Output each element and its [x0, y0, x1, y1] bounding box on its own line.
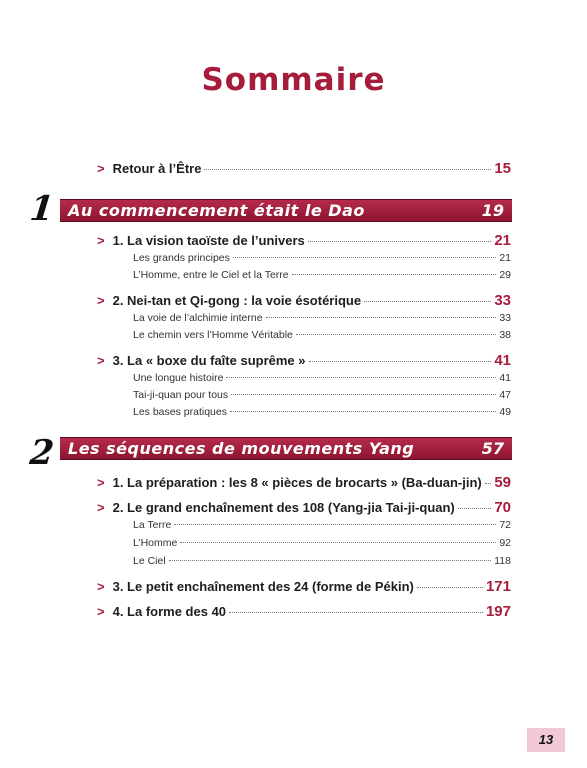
arrow-icon: > — [97, 233, 105, 248]
toc-subentry-page: 72 — [499, 519, 511, 531]
toc-entry-page: 59 — [494, 474, 511, 491]
leader-dots — [231, 394, 496, 395]
arrow-icon: > — [97, 579, 105, 594]
chapter-title: Au commencement était le Dao — [68, 201, 365, 220]
toc-subentry-page: 38 — [499, 329, 511, 341]
toc-subentry[interactable] — [133, 519, 511, 531]
toc-entry[interactable] — [97, 232, 511, 249]
leader-dots — [309, 361, 492, 362]
toc-subentry[interactable] — [133, 252, 511, 264]
toc-subentry[interactable] — [133, 269, 511, 281]
chapter-title: Les séquences de mouvements Yang — [68, 439, 415, 458]
toc-entry-label: 1. La préparation : les 8 « pièces de brocarts » (Ba-duan-jin) — [112, 475, 482, 490]
chapter-banner[interactable] — [60, 437, 512, 460]
toc-subentry[interactable] — [133, 329, 511, 341]
leader-dots — [226, 377, 496, 378]
leader-dots — [204, 169, 491, 170]
toc-entry-label: 3. La « boxe du faîte suprême » — [112, 353, 306, 368]
leader-dots — [180, 542, 496, 543]
leader-dots — [233, 257, 496, 258]
chapter-banner[interactable] — [60, 199, 512, 222]
toc-entry[interactable] — [97, 578, 511, 595]
leader-dots — [458, 508, 492, 509]
toc-subentry-label: Tai-ji-quan pour tous — [133, 389, 229, 401]
toc-subentry-label: Les bases pratiques — [133, 406, 227, 418]
toc-subentry-label: Une longue histoire — [133, 372, 224, 384]
toc-entry-label: > Retour à l’Être — [97, 161, 202, 176]
arrow-icon: > — [97, 475, 105, 490]
toc-entry-label: 2. Nei-tan et Qi-gong : la voie ésotérique — [112, 293, 362, 308]
toc-subentry-page: 49 — [499, 406, 511, 418]
chapter-page: 19 — [481, 201, 504, 220]
leader-dots — [230, 411, 496, 412]
toc-subentry-label: Les grands principes — [133, 252, 230, 264]
leader-dots — [296, 334, 496, 335]
chapter-number: 2 — [27, 433, 56, 473]
arrow-icon: > — [97, 293, 105, 308]
leader-dots — [308, 241, 492, 242]
chapter-page: 57 — [481, 439, 504, 458]
toc-entry-page: 15 — [494, 160, 511, 177]
toc-subentry-page: 118 — [494, 555, 511, 567]
toc-subentry-page: 47 — [499, 389, 511, 401]
toc-entry[interactable] — [97, 292, 511, 309]
leader-dots — [417, 587, 483, 588]
toc-subentry-label: L’Homme, entre le Ciel et la Terre — [133, 269, 289, 281]
toc-subentry-label: L’Homme — [133, 537, 178, 549]
leader-dots — [174, 524, 496, 525]
chapter-number: 1 — [27, 189, 56, 229]
toc-entry-label: 3. Le petit enchaînement des 24 (forme de Pékin) — [112, 579, 414, 594]
toc-subentry-label: La voie de l’alchimie interne — [133, 312, 263, 324]
page-title: Sommaire — [201, 62, 386, 98]
toc-subentry-page: 33 — [499, 312, 511, 324]
toc-entry-page: 21 — [494, 232, 511, 249]
leader-dots — [169, 560, 492, 561]
toc-entry[interactable] — [97, 499, 511, 516]
toc-subentry-page: 41 — [499, 372, 511, 384]
toc-entry-label: 1. La vision taoïste de l’univers — [112, 233, 305, 248]
arrow-icon: > — [97, 353, 105, 368]
toc-subentry[interactable] — [133, 406, 511, 418]
toc-subentry-label: Le Ciel — [133, 555, 166, 567]
toc-entry-page: 41 — [494, 352, 511, 369]
toc-subentry-page: 21 — [499, 252, 511, 264]
leader-dots — [364, 301, 491, 302]
leader-dots — [292, 274, 497, 275]
toc-subentry[interactable] — [133, 537, 511, 549]
toc-entry-page: 70 — [494, 499, 511, 516]
toc-subentry-label: Le chemin vers l’Homme Véritable — [133, 329, 293, 341]
toc-entry-label: 2. Le grand enchaînement des 108 (Yang-jia Tai-ji-quan) — [112, 500, 455, 515]
toc-subentry[interactable] — [133, 555, 511, 567]
arrow-icon: > — [97, 604, 105, 619]
toc-entry[interactable] — [97, 474, 511, 491]
toc-entry-page: 197 — [485, 603, 511, 620]
toc-subentry[interactable] — [133, 372, 511, 384]
toc-entry[interactable] — [97, 603, 511, 620]
leader-dots — [229, 612, 483, 613]
toc-entry[interactable] — [97, 352, 511, 369]
toc-subentry-label: La Terre — [133, 519, 172, 531]
page-number: 13 — [527, 728, 565, 752]
toc-subentry-page: 29 — [499, 269, 511, 281]
toc-entry-page: 33 — [494, 292, 511, 309]
leader-dots — [266, 317, 497, 318]
arrow-icon: > — [97, 500, 105, 515]
leader-dots — [485, 483, 492, 484]
toc-subentry-page: 92 — [499, 537, 511, 549]
toc-subentry[interactable] — [133, 312, 511, 324]
arrow-icon: > — [97, 161, 105, 176]
toc-entry-page: 171 — [485, 578, 511, 595]
toc-entry-label: 4. La forme des 40 — [112, 604, 227, 619]
toc-subentry[interactable] — [133, 389, 511, 401]
toc-entry-intro[interactable] — [97, 160, 511, 177]
